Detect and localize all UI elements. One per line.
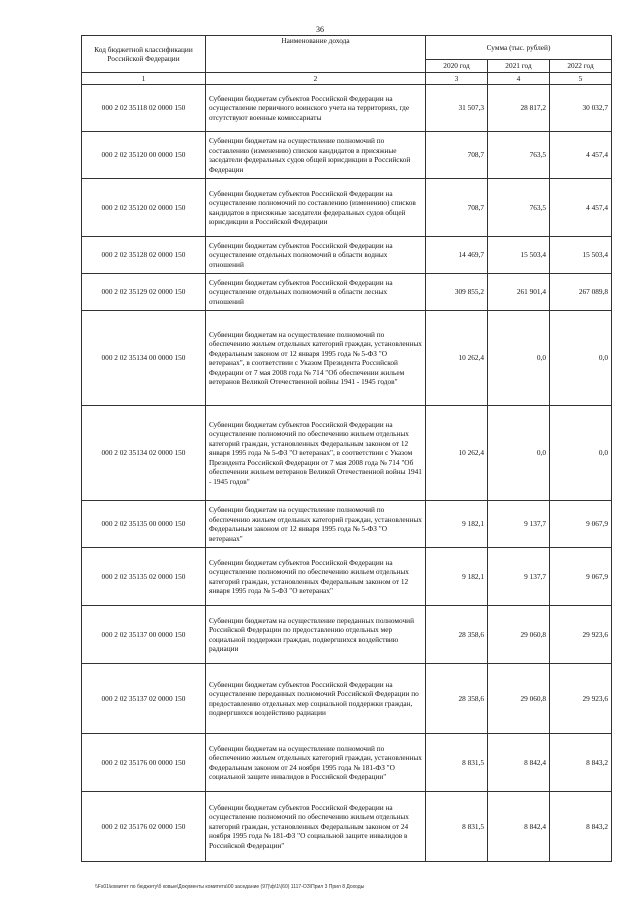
table-row bbox=[82, 85, 612, 132]
row-code: 000 2 02 35134 00 0000 150 bbox=[82, 311, 206, 406]
index-2: 2 bbox=[206, 73, 426, 85]
row-value-2020: 10 262,4 bbox=[426, 311, 488, 406]
row-value-2022: 8 843,2 bbox=[550, 734, 612, 792]
row-value-2021: 9 137,7 bbox=[488, 548, 550, 606]
row-value-2020: 10 262,4 bbox=[426, 406, 488, 501]
row-value-2020: 708,7 bbox=[426, 179, 488, 237]
header-year-2021: 2021 год bbox=[488, 60, 550, 73]
row-value-2022: 29 923,6 bbox=[550, 606, 612, 664]
row-code: 000 2 02 35129 02 0000 150 bbox=[82, 274, 206, 311]
row-code: 000 2 02 35137 02 0000 150 bbox=[82, 664, 206, 734]
row-value-2022: 4 457,4 bbox=[550, 179, 612, 237]
row-code: 000 2 02 35176 00 0000 150 bbox=[82, 734, 206, 792]
revenue-table bbox=[81, 35, 612, 862]
table-row bbox=[82, 179, 612, 237]
row-value-2020: 14 469,7 bbox=[426, 237, 488, 274]
row-code: 000 2 02 35135 00 0000 150 bbox=[82, 501, 206, 548]
row-value-2022: 4 457,4 bbox=[550, 132, 612, 179]
row-name: Субвенции бюджетам субъектов Российской Федерации на осуществление полномочий по составлению (изменению) списков кандидатов в присяжные заседатели федеральных судов общей юрисдикции в Российской Федерации bbox=[206, 179, 426, 237]
table-row bbox=[82, 606, 612, 664]
row-value-2021: 261 901,4 bbox=[488, 274, 550, 311]
index-5: 5 bbox=[550, 73, 612, 85]
row-value-2021: 28 817,2 bbox=[488, 85, 550, 132]
header-sum: Сумма (тыс. рублей) bbox=[426, 36, 612, 60]
row-value-2020: 28 358,6 bbox=[426, 664, 488, 734]
row-code: 000 2 02 35134 02 0000 150 bbox=[82, 406, 206, 501]
row-name: Субвенции бюджетам субъектов Российской Федерации на осуществление первичного воинского учета на территориях, где отсутствуют военные комиссариаты bbox=[206, 85, 426, 132]
table-row bbox=[82, 311, 612, 406]
table-row bbox=[82, 734, 612, 792]
row-value-2020: 31 507,3 bbox=[426, 85, 488, 132]
header-year-2022: 2022 год bbox=[550, 60, 612, 73]
row-value-2020: 708,7 bbox=[426, 132, 488, 179]
row-value-2021: 763,5 bbox=[488, 179, 550, 237]
row-value-2020: 309 855,2 bbox=[426, 274, 488, 311]
row-value-2021: 15 503,4 bbox=[488, 237, 550, 274]
table-row bbox=[82, 501, 612, 548]
index-4: 4 bbox=[488, 73, 550, 85]
row-name: Субвенции бюджетам на осуществление полномочий по обеспечению жильем отдельных категорий граждан, установленных Федеральным законом от 12 января 1995 года № 5-ФЗ "О ветеранах", в соответствии с Указом Президента Российской Федерации от 7 мая 2008 года № 714 "Об обеспечении жильем ветеранов Великой Отечественной войны 1941 - 1945 годов" bbox=[206, 311, 426, 406]
page-number: 36 bbox=[316, 25, 324, 34]
header-year-2020: 2020 год bbox=[426, 60, 488, 73]
table-row bbox=[82, 274, 612, 311]
table-row bbox=[82, 406, 612, 501]
table-row bbox=[82, 237, 612, 274]
header-name: Наименование дохода bbox=[206, 36, 426, 73]
row-code: 000 2 02 35176 02 0000 150 bbox=[82, 792, 206, 862]
table-row bbox=[82, 792, 612, 862]
row-value-2022: 267 089,8 bbox=[550, 274, 612, 311]
row-name: Субвенции бюджетам на осуществление полномочий по составлению (изменению) списков кандидатов в присяжные заседатели федеральных судов общей юрисдикции в Российской Федерации bbox=[206, 132, 426, 179]
row-name: Субвенции бюджетам субъектов Российской Федерации на осуществление отдельных полномочий в области водных отношений bbox=[206, 237, 426, 274]
row-code: 000 2 02 35118 02 0000 150 bbox=[82, 85, 206, 132]
row-value-2022: 15 503,4 bbox=[550, 237, 612, 274]
index-1: 1 bbox=[82, 73, 206, 85]
row-value-2021: 9 137,7 bbox=[488, 501, 550, 548]
row-name: Субвенции бюджетам субъектов Российской Федерации на осуществление полномочий по обеспечению жильем отдельных категорий граждан, установленных Федеральным законом от 24 ноября 1995 года № 181-ФЗ "О социальной защите инвалидов в Российской Федерации" bbox=[206, 792, 426, 862]
row-name: Субвенции бюджетам на осуществление полномочий по обеспечению жильем отдельных категорий граждан, установленных Федеральным законом от 24 ноября 1995 года № 181-ФЗ "О социальной защите инвалидов в Российской Федерации" bbox=[206, 734, 426, 792]
row-value-2021: 29 060,8 bbox=[488, 606, 550, 664]
table-row bbox=[82, 664, 612, 734]
row-value-2022: 9 067,9 bbox=[550, 501, 612, 548]
index-3: 3 bbox=[426, 73, 488, 85]
table-row bbox=[82, 548, 612, 606]
row-code: 000 2 02 35137 00 0000 150 bbox=[82, 606, 206, 664]
row-value-2022: 0,0 bbox=[550, 406, 612, 501]
row-name: Субвенции бюджетам на осуществление полномочий по обеспечению жильем отдельных категорий граждан, установленных Федеральным законом от 12 января 1995 года № 5-ФЗ "О ветеранах" bbox=[206, 501, 426, 548]
row-value-2021: 29 060,8 bbox=[488, 664, 550, 734]
row-code: 000 2 02 35128 02 0000 150 bbox=[82, 237, 206, 274]
row-name: Субвенции бюджетам субъектов Российской Федерации на осуществление полномочий по обеспечению жильем отдельных категорий граждан, установленных Федеральным законом от 12 января 1995 года № 5-ФЗ "О ветеранах" bbox=[206, 548, 426, 606]
row-value-2020: 8 831,5 bbox=[426, 792, 488, 862]
row-value-2022: 8 843,2 bbox=[550, 792, 612, 862]
table-row bbox=[82, 132, 612, 179]
row-value-2020: 8 831,5 bbox=[426, 734, 488, 792]
file-path-footer: \\Fs01\комитет по бюджету\б ковые\Документы комитета\00 заседание (97)\ф\1\(60) 1117-ОЗ\Прил 3 Прил 8 Доходы bbox=[95, 884, 365, 890]
row-code: 000 2 02 35135 02 0000 150 bbox=[82, 548, 206, 606]
row-name: Субвенции бюджетам субъектов Российской Федерации на осуществление переданных полномочий Российской Федерации по предоставлению отдельных мер социальной поддержки граждан, подвергшихся воздействию радиации bbox=[206, 664, 426, 734]
row-value-2021: 0,0 bbox=[488, 406, 550, 501]
row-value-2021: 0,0 bbox=[488, 311, 550, 406]
row-value-2020: 9 182,1 bbox=[426, 548, 488, 606]
row-name: Субвенции бюджетам субъектов Российской Федерации на осуществление отдельных полномочий в области лесных отношений bbox=[206, 274, 426, 311]
header-code: Код бюджетной классификации Российской Федерации bbox=[82, 36, 206, 73]
row-value-2022: 0,0 bbox=[550, 311, 612, 406]
row-name: Субвенции бюджетам субъектов Российской Федерации на осуществление полномочий по обеспечению жильем отдельных категорий граждан, установленных Федеральным законом от 12 января 1995 года № 5-ФЗ "О ветеранах", в соответствии с Указом Президента Российской Федерации от 7 мая 2008 года № 714 "Об обеспечении жильем ветеранов Великой Отечественной войны 1941 - 1945 годов" bbox=[206, 406, 426, 501]
row-value-2021: 763,5 bbox=[488, 132, 550, 179]
row-value-2021: 8 842,4 bbox=[488, 734, 550, 792]
row-value-2021: 8 842,4 bbox=[488, 792, 550, 862]
row-value-2020: 9 182,1 bbox=[426, 501, 488, 548]
row-name: Субвенции бюджетам на осуществление переданных полномочий Российской Федерации по предоставлению отдельных мер социальной поддержки граждан, подвергшихся воздействию радиации bbox=[206, 606, 426, 664]
row-code: 000 2 02 35120 02 0000 150 bbox=[82, 179, 206, 237]
row-code: 000 2 02 35120 00 0000 150 bbox=[82, 132, 206, 179]
row-value-2022: 29 923,6 bbox=[550, 664, 612, 734]
row-value-2022: 30 032,7 bbox=[550, 85, 612, 132]
row-value-2022: 9 067,9 bbox=[550, 548, 612, 606]
row-value-2020: 28 358,6 bbox=[426, 606, 488, 664]
